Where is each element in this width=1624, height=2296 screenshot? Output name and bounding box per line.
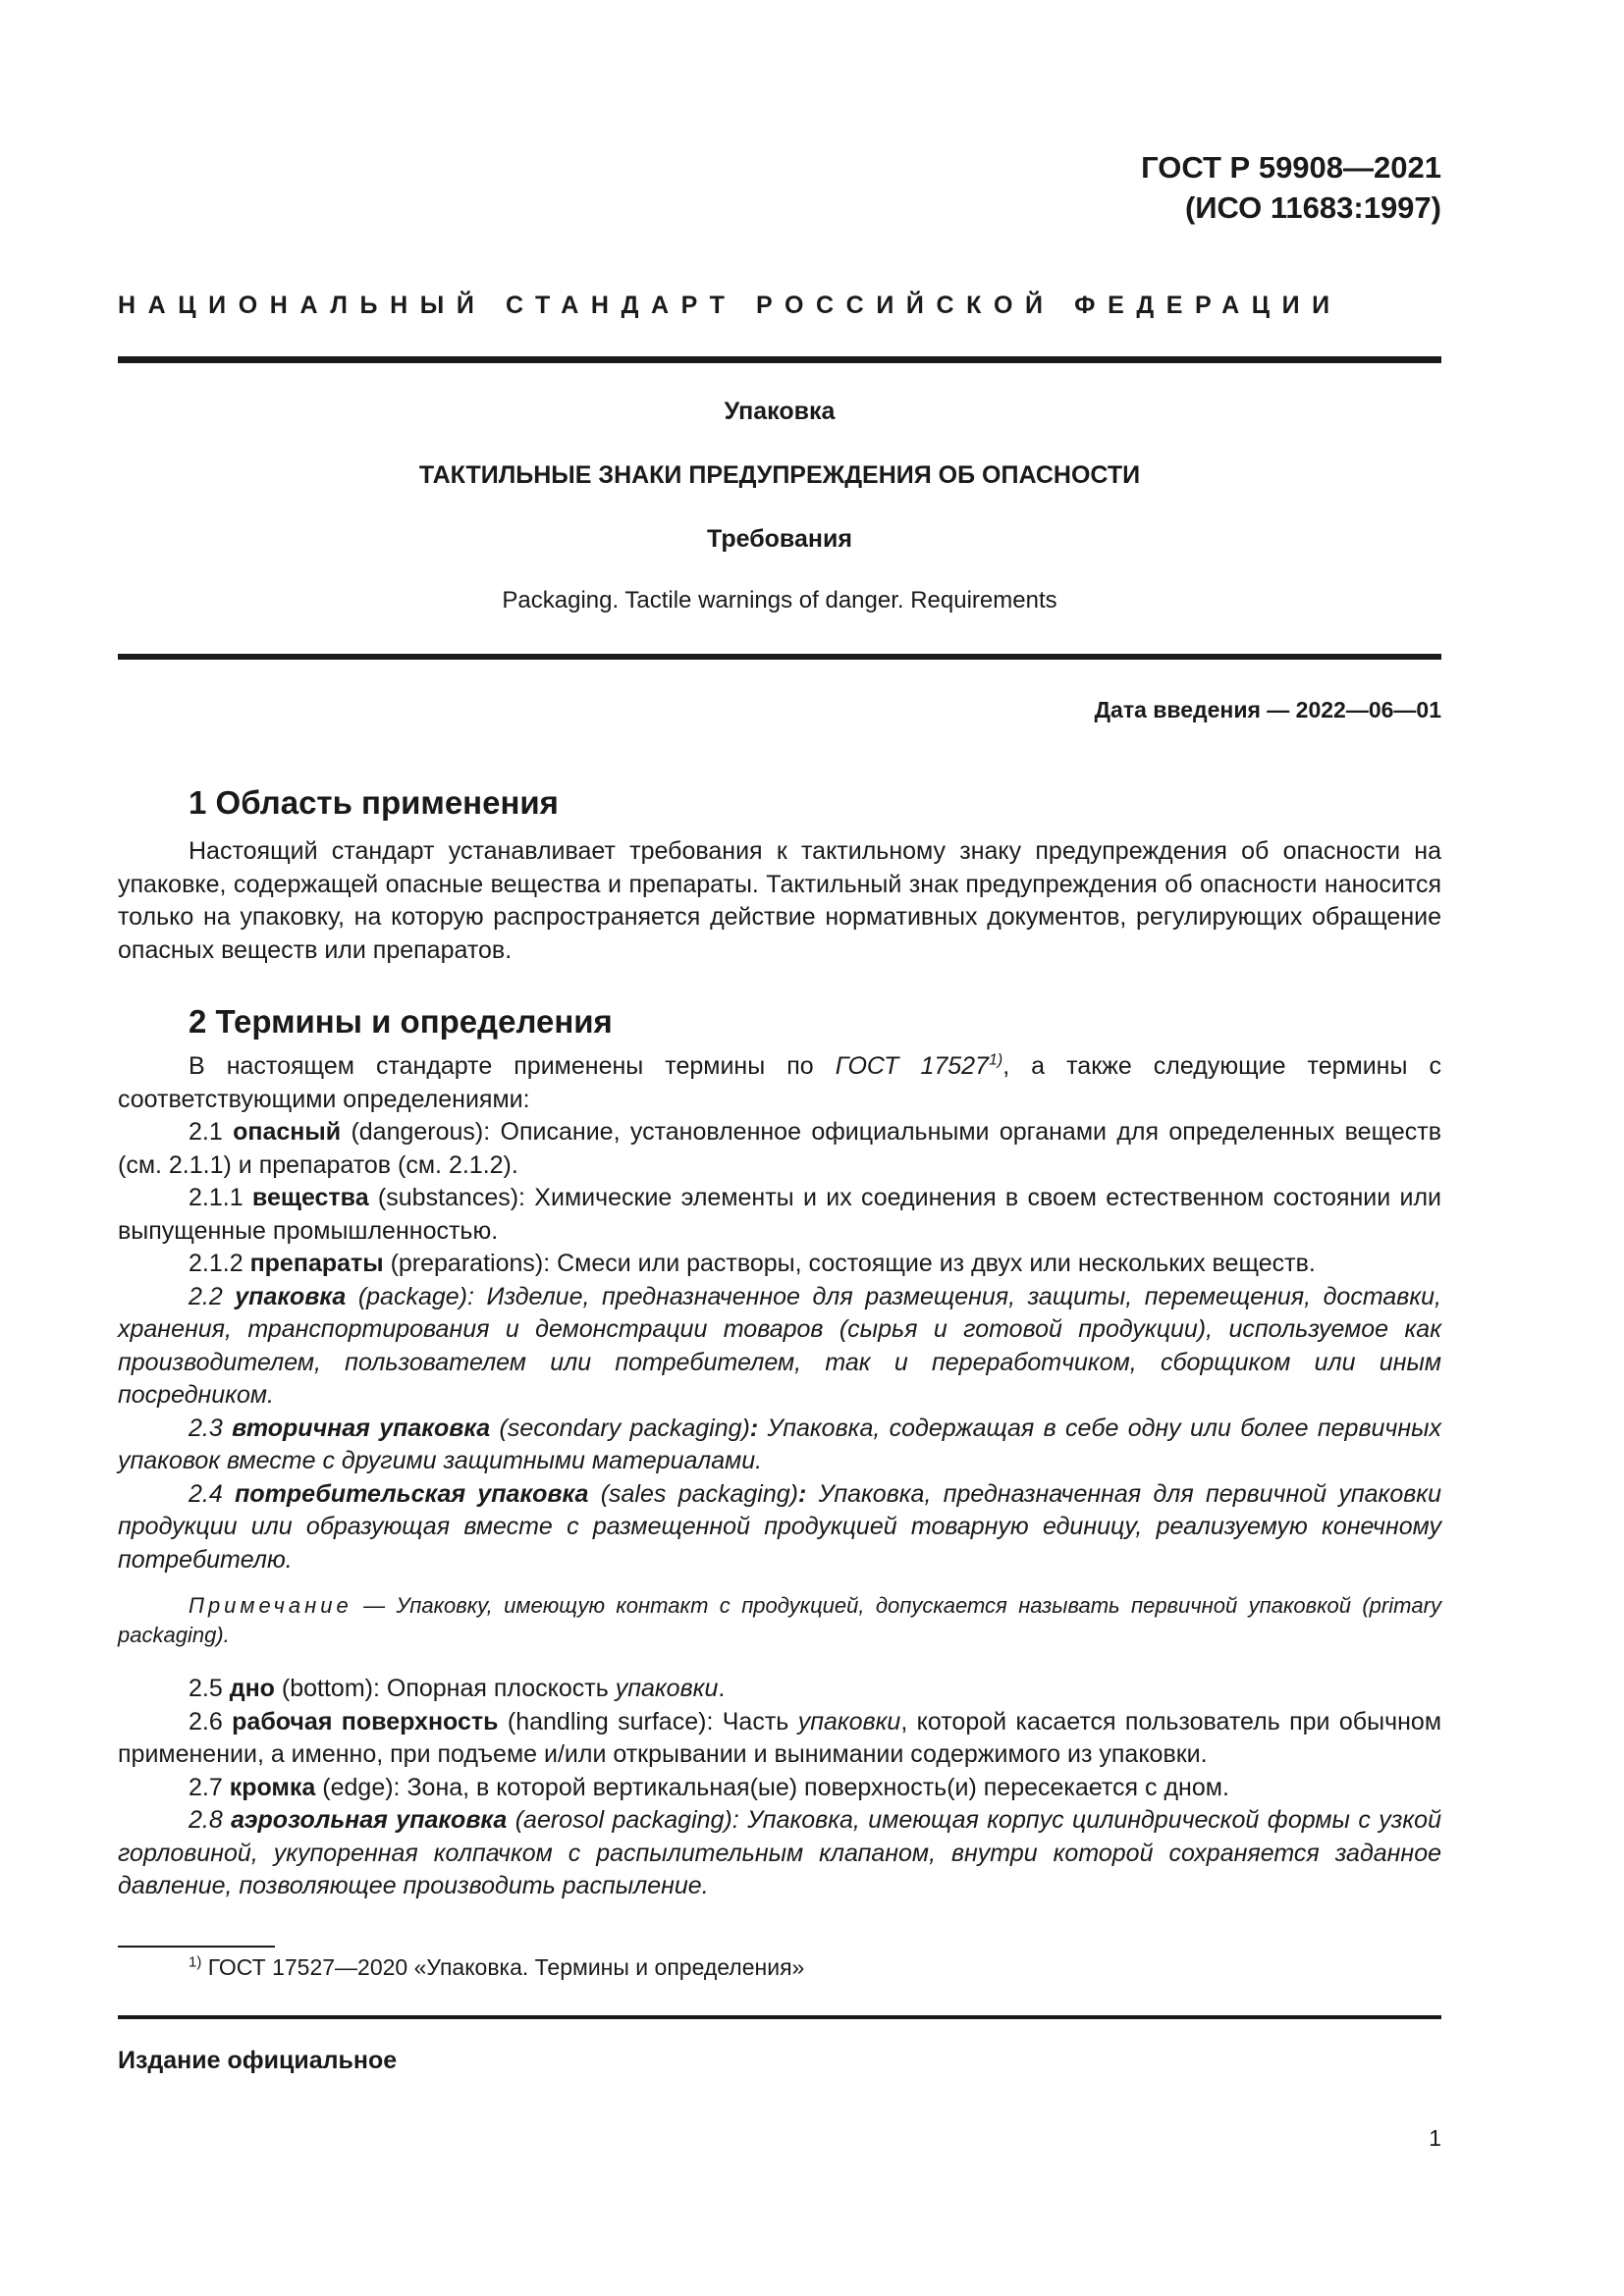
term-number: 2.1.1 [189, 1184, 252, 1211]
term-2-2 [118, 1281, 1441, 1413]
term-number: 2.7 [189, 1773, 230, 1801]
term-2-4 [118, 1478, 1441, 1577]
footnote-mark: 1) [189, 1953, 202, 1971]
text-run: . [718, 1675, 726, 1702]
term-definition: Упаковка, содержащая в себе одну или более первичных упаковок вместе с другими защитными материалами. [118, 1414, 1442, 1474]
note-text: — Упаковку, имеющую контакт с продукцией, допускается называть первичной упаковкой (primary packaging). [118, 1593, 1441, 1647]
term-number: 2.1.2 [189, 1250, 250, 1277]
gost-number: ГОСТ Р 59908—2021 [1141, 150, 1441, 185]
term-name: вторичная упаковка [232, 1414, 491, 1442]
iso-number: (ИСО 11683:1997) [1184, 190, 1441, 225]
term-definition: (preparations): Смеси или растворы, состоящие из двух или нескольких веществ. [383, 1250, 1316, 1277]
term-2-7 [118, 1772, 1441, 1805]
term-name: потребительская упаковка [235, 1479, 589, 1508]
term-number: 2.8 [189, 1806, 232, 1834]
title-group: Упаковка [724, 398, 836, 425]
section-1-heading: 1 Область применения [189, 784, 559, 821]
standard-designation [1141, 147, 1441, 228]
note-label: Примечание [189, 1593, 352, 1618]
term-definition: (edge): Зона, в которой вертикальная(ые) поверхность(и) пересекается с дном. [315, 1773, 1229, 1801]
term-colon: : [749, 1414, 759, 1442]
term-colon: : [798, 1479, 807, 1508]
footnote-marker: 1) [988, 1051, 1003, 1069]
footnote-text: ГОСТ 17527—2020 «Упаковка. Термины и определения» [201, 1954, 805, 1980]
text-run: , а также следующие термины с соответствующими определениями: [118, 1052, 1441, 1113]
page-number: 1 [1429, 2125, 1441, 2151]
term-number: 2.2 [189, 1282, 236, 1310]
term-name: упаковка [235, 1282, 347, 1310]
term-number: 2.3 [189, 1414, 233, 1442]
note [118, 1591, 1441, 1650]
term-definition: (substances): Химические элементы и их соединения в своем естественном состоянии или выпущенные промышленностью. [118, 1184, 1441, 1245]
divider [118, 654, 1441, 660]
term-number: 2.5 [189, 1675, 230, 1702]
title-english: Packaging. Tactile warnings of danger. Requirements [502, 587, 1057, 614]
term-definition: (dangerous): Описание, установленное официальными органами для определенных веществ (см. 2.1.1) и препаратов (см. 2.1.2). [118, 1118, 1441, 1179]
footnote-separator [118, 1946, 275, 1948]
section-2-body-continued [118, 1673, 1441, 1903]
section-1-paragraph: Настоящий стандарт устанавливает требования к тактильному знаку предупреждения об опасности на упаковке, содержащей опасные вещества и препараты. Тактильный знак предупреждения об опасности наносится только на упаковку, на которую распространяется действие нормативных документов, регулирующих обращение опасных веществ или препаратов. [118, 837, 1441, 964]
term-definition: (package): Изделие, предназначенное для размещения, защиты, перемещения, доставки, хранения, транспортирования и демонстрации товаров (сырья и готовой продукции), используемое как производителем, пользователем или потребителем, так и переработчиком, сборщиком или иным посредником. [118, 1282, 1441, 1409]
term-name: опасный [233, 1118, 342, 1146]
term-english: (secondary packaging) [490, 1414, 750, 1442]
term-2-6 [118, 1706, 1441, 1772]
text-run: , которой касается пользователь при обычном применении, а именно, при подъеме и/или открывании и вынимании содержимого из упаковки. [118, 1707, 1442, 1768]
introduction-date: Дата введения — 2022—06—01 [1094, 697, 1441, 722]
section-1-body [118, 835, 1441, 967]
section-2-body [118, 1050, 1441, 1576]
term-2-1 [118, 1116, 1441, 1182]
national-standard-banner: НАЦИОНАЛЬНЫЙ СТАНДАРТ РОССИЙСКОЙ ФЕДЕРАЦИИ [118, 292, 1342, 319]
term-2-5 [118, 1673, 1441, 1706]
term-2-3 [118, 1413, 1441, 1478]
intro-paragraph [118, 1050, 1441, 1116]
term-name: аэрозольная упаковка [231, 1806, 508, 1834]
term-number: 2.4 [189, 1479, 236, 1508]
term-name: вещества [251, 1184, 369, 1211]
text-run: В настоящем стандарте применены термины по [189, 1052, 836, 1080]
term-name: дно [229, 1675, 275, 1702]
term-number: 2.1 [189, 1118, 234, 1146]
term-name: рабочая поверхность [232, 1707, 499, 1735]
term-2-1-1 [118, 1182, 1441, 1248]
term-definition: (aerosol packaging): Упаковка, имеющая корпус цилиндрической формы с узкой горловиной, укупоренная колпачком с распылительным клапаном, внутри которой сохраняется заданное давление, позволяющее производить распыление. [118, 1806, 1441, 1899]
term-english: (sales packaging) [588, 1479, 798, 1508]
term-number: 2.6 [189, 1707, 233, 1735]
term-2-8 [118, 1804, 1441, 1903]
gost-reference: ГОСТ 17527 [835, 1052, 989, 1080]
divider [118, 356, 1441, 363]
footnote [189, 1954, 804, 1981]
title-subtitle: Требования [707, 525, 852, 553]
term-name: кромка [229, 1773, 316, 1801]
title-main: ТАКТИЛЬНЫЕ ЗНАКИ ПРЕДУПРЕЖДЕНИЯ ОБ ОПАСНОСТИ [418, 461, 1141, 489]
document-page [118, 0, 1441, 2296]
term-definition: (handling surface): Часть [498, 1707, 798, 1735]
term-2-1-2 [118, 1248, 1441, 1281]
divider [118, 2015, 1441, 2019]
term-name: препараты [249, 1250, 384, 1277]
edition-label: Издание официальное [118, 2047, 398, 2074]
term-crossref: упаковки [615, 1675, 719, 1702]
term-definition: (bottom): Опорная плоскость [274, 1675, 616, 1702]
term-definition: Упаковка, предназначенная для первичной упаковки продукции или образующая вместе с размещенной продукцией товарную единицу, реализуемую конечному потребителю. [118, 1479, 1441, 1574]
term-crossref: упаковки [797, 1707, 901, 1735]
section-2-heading: 2 Термины и определения [189, 1003, 613, 1040]
